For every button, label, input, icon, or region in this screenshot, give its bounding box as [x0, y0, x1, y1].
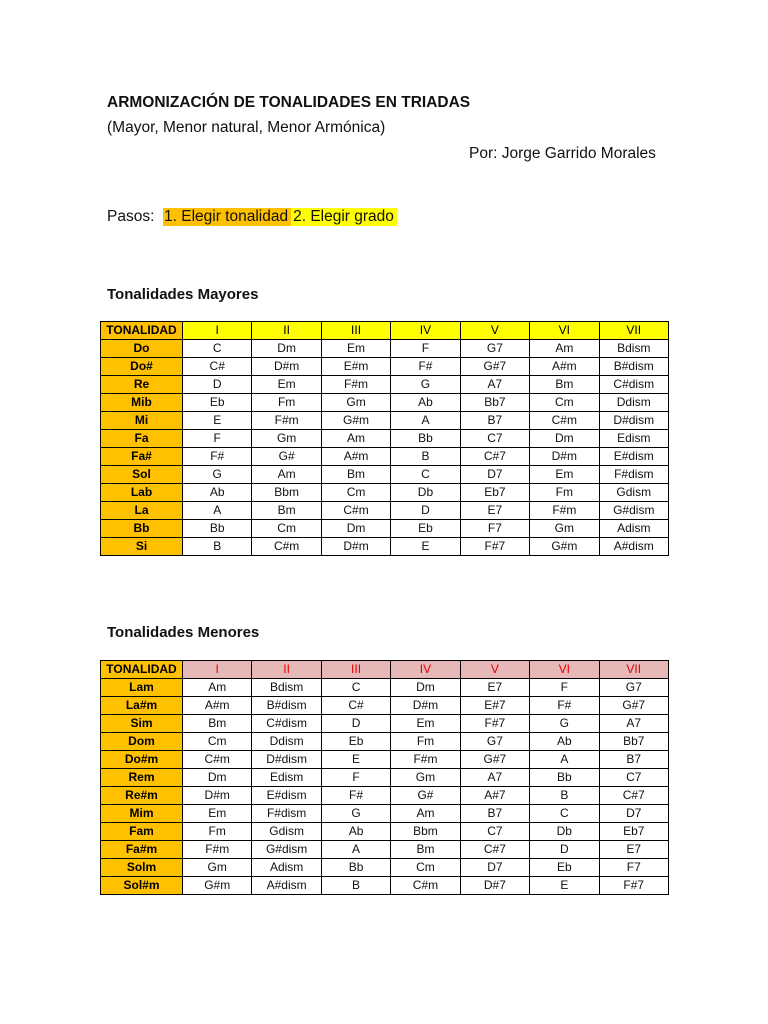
major-chord-cell: G [183, 466, 252, 484]
major-chord-cell: G#m [530, 538, 599, 556]
minor-chord-cell: C [321, 679, 390, 697]
major-chord-cell: Dm [321, 520, 390, 538]
major-table-row [101, 412, 669, 430]
major-header-degree: VII [599, 322, 668, 340]
major-chord-cell: Bbm [252, 484, 321, 502]
minor-chord-cell: B [321, 877, 390, 895]
minor-chord-cell: Adism [252, 859, 321, 877]
author-line: Por: Jorge Garrido Morales [469, 145, 656, 162]
major-key-cell: Lab [101, 484, 183, 502]
major-chord-cell: Eb [183, 394, 252, 412]
minor-table-row [101, 769, 669, 787]
major-chord-cell: F7 [460, 520, 529, 538]
major-chord-cell: E#dism [599, 448, 668, 466]
minor-chord-cell: B7 [460, 805, 529, 823]
minor-chord-cell: Bdism [252, 679, 321, 697]
major-chord-cell: Eb7 [460, 484, 529, 502]
minor-chord-cell: A7 [599, 715, 668, 733]
major-chord-cell: C#m [321, 502, 390, 520]
major-chord-cell: D#m [530, 448, 599, 466]
minor-key-cell: Sim [101, 715, 183, 733]
major-section-title: Tonalidades Mayores [107, 286, 259, 303]
minor-table-row [101, 787, 669, 805]
major-chord-cell: B [183, 538, 252, 556]
major-chord-cell: C7 [460, 430, 529, 448]
major-chord-cell: G [391, 376, 460, 394]
major-chord-cell: Ab [391, 394, 460, 412]
major-key-cell: La [101, 502, 183, 520]
minor-chord-cell: F# [530, 697, 599, 715]
major-table-row [101, 376, 669, 394]
major-chord-cell: C#m [252, 538, 321, 556]
minor-chord-cell: Ddism [252, 733, 321, 751]
minor-chord-cell: D#7 [460, 877, 529, 895]
major-chord-cell: C#dism [599, 376, 668, 394]
major-chord-cell: E#m [321, 358, 390, 376]
minor-table-row [101, 823, 669, 841]
major-chord-cell: E7 [460, 502, 529, 520]
major-chord-cell: F#7 [460, 538, 529, 556]
major-header-row [101, 322, 669, 340]
major-chord-cell: Cm [530, 394, 599, 412]
major-chord-cell: E [391, 538, 460, 556]
major-chord-cell: Cm [252, 520, 321, 538]
major-chord-cell: G#7 [460, 358, 529, 376]
major-table-row [101, 484, 669, 502]
minor-chord-cell: Bb [321, 859, 390, 877]
step-1-highlight: 1. Elegir tonalidad [163, 208, 291, 226]
major-chord-cell: Gm [252, 430, 321, 448]
major-table-row [101, 448, 669, 466]
minor-chord-cell: E#7 [460, 697, 529, 715]
minor-chord-cell: C [530, 805, 599, 823]
minor-chord-cell: G#7 [599, 697, 668, 715]
major-chord-cell: Ab [183, 484, 252, 502]
major-key-cell: Do# [101, 358, 183, 376]
major-header-degree: IV [391, 322, 460, 340]
major-chord-cell: Adism [599, 520, 668, 538]
major-table-row [101, 466, 669, 484]
minor-chord-cell: A#dism [252, 877, 321, 895]
major-chord-cell: D7 [460, 466, 529, 484]
minor-chord-cell: Bbm [391, 823, 460, 841]
minor-chord-cell: F#m [183, 841, 252, 859]
major-chord-cell: Bdism [599, 340, 668, 358]
major-chord-cell: A [183, 502, 252, 520]
minor-chord-cell: F#7 [460, 715, 529, 733]
major-chord-cell: Gm [530, 520, 599, 538]
minor-key-cell: Mim [101, 805, 183, 823]
minor-header-degree: II [252, 661, 321, 679]
major-chord-cell: A#dism [599, 538, 668, 556]
minor-chord-cell: Cm [391, 859, 460, 877]
major-header-degree: V [460, 322, 529, 340]
minor-header-degree: III [321, 661, 390, 679]
minor-chord-cell: Eb7 [599, 823, 668, 841]
minor-chord-cell: F#7 [599, 877, 668, 895]
minor-header-row [101, 661, 669, 679]
minor-chord-cell: G#dism [252, 841, 321, 859]
major-key-cell: Do [101, 340, 183, 358]
step-2-highlight: 2. Elegir grado [291, 208, 397, 226]
minor-chord-cell: E#dism [252, 787, 321, 805]
minor-chord-cell: Gdism [252, 823, 321, 841]
minor-chord-cell: A [530, 751, 599, 769]
minor-chord-cell: F#dism [252, 805, 321, 823]
major-chord-cell: B [391, 448, 460, 466]
major-key-cell: Fa# [101, 448, 183, 466]
major-header-key: TONALIDAD [101, 322, 183, 340]
major-chord-cell: G#m [321, 412, 390, 430]
major-chord-cell: F#m [530, 502, 599, 520]
minor-chord-cell: Cm [183, 733, 252, 751]
minor-chord-cell: D#dism [252, 751, 321, 769]
minor-key-cell: Rem [101, 769, 183, 787]
major-chord-cell: Bb [183, 520, 252, 538]
minor-chord-cell: D [530, 841, 599, 859]
major-key-cell: Mib [101, 394, 183, 412]
major-chord-cell: G# [252, 448, 321, 466]
major-chord-cell: Fm [530, 484, 599, 502]
major-key-cell: Sol [101, 466, 183, 484]
major-chord-cell: C [183, 340, 252, 358]
major-chord-cell: F#m [321, 376, 390, 394]
minor-chord-cell: A7 [460, 769, 529, 787]
major-chord-cell: Bm [252, 502, 321, 520]
minor-chord-cell: Bm [391, 841, 460, 859]
major-table-row [101, 538, 669, 556]
minor-table-row [101, 805, 669, 823]
major-chord-cell: Fm [252, 394, 321, 412]
major-chord-cell: A [391, 412, 460, 430]
major-header-degree: III [321, 322, 390, 340]
minor-chord-cell: Gm [183, 859, 252, 877]
major-chord-cell: Em [530, 466, 599, 484]
minor-chord-cell: Eb [530, 859, 599, 877]
major-chord-cell: Eb [391, 520, 460, 538]
major-chord-cell: C#7 [460, 448, 529, 466]
minor-chord-cell: C#dism [252, 715, 321, 733]
minor-key-cell: Re#m [101, 787, 183, 805]
major-chord-cell: D [183, 376, 252, 394]
minor-chord-cell: D#m [183, 787, 252, 805]
major-chord-cell: D#dism [599, 412, 668, 430]
minor-chord-cell: Db [530, 823, 599, 841]
minor-chord-cell: C#7 [460, 841, 529, 859]
major-table-row [101, 340, 669, 358]
major-chord-cell: Bm [321, 466, 390, 484]
minor-chord-cell: E [321, 751, 390, 769]
minor-header-degree: I [183, 661, 252, 679]
minor-section-title: Tonalidades Menores [107, 624, 260, 641]
major-header-degree: VI [530, 322, 599, 340]
major-chord-cell: A#m [530, 358, 599, 376]
minor-chord-cell: Dm [391, 679, 460, 697]
minor-chord-cell: C7 [599, 769, 668, 787]
minor-chord-cell: F [530, 679, 599, 697]
minor-chord-cell: F# [321, 787, 390, 805]
minor-chord-cell: Bm [183, 715, 252, 733]
major-chord-cell: Gm [321, 394, 390, 412]
minor-chord-cell: Ab [321, 823, 390, 841]
minor-chord-cell: G#7 [460, 751, 529, 769]
major-chord-cell: Em [321, 340, 390, 358]
minor-chord-cell: G [530, 715, 599, 733]
minor-chord-cell: G7 [599, 679, 668, 697]
major-key-cell: Bb [101, 520, 183, 538]
major-chord-cell: D [391, 502, 460, 520]
minor-table-row [101, 877, 669, 895]
major-table-row [101, 502, 669, 520]
minor-key-cell: La#m [101, 697, 183, 715]
document-title: ARMONIZACIÓN DE TONALIDADES EN TRIADAS [107, 94, 471, 111]
minor-table-row [101, 715, 669, 733]
major-key-cell: Mi [101, 412, 183, 430]
major-table-row [101, 394, 669, 412]
minor-chord-cell: Gm [391, 769, 460, 787]
major-chord-cell: Dm [252, 340, 321, 358]
minor-header-degree: VII [599, 661, 668, 679]
minor-chord-cell: G7 [460, 733, 529, 751]
minor-chord-cell: G# [391, 787, 460, 805]
major-key-cell: Fa [101, 430, 183, 448]
minor-chord-cell: Edism [252, 769, 321, 787]
minor-chord-cell: F#m [391, 751, 460, 769]
major-chord-cell: Cm [321, 484, 390, 502]
minor-key-cell: Sol#m [101, 877, 183, 895]
major-chord-cell: Bm [530, 376, 599, 394]
minor-chord-cell: A [321, 841, 390, 859]
minor-chord-cell: C#m [183, 751, 252, 769]
major-chord-cell: Em [252, 376, 321, 394]
minor-chord-cell: A#7 [460, 787, 529, 805]
minor-table-row [101, 859, 669, 877]
minor-header-degree: IV [391, 661, 460, 679]
document-subtitle: (Mayor, Menor natural, Menor Armónica) [107, 119, 386, 136]
major-chord-cell: G7 [460, 340, 529, 358]
major-chord-cell: E [183, 412, 252, 430]
minor-chord-cell: Em [391, 715, 460, 733]
minor-chord-cell: D#m [391, 697, 460, 715]
major-chord-cell: A7 [460, 376, 529, 394]
major-chord-cell: C#m [530, 412, 599, 430]
minor-chord-cell: D [321, 715, 390, 733]
major-chord-cell: C# [183, 358, 252, 376]
minor-chord-cell: G [321, 805, 390, 823]
steps-line [107, 208, 397, 226]
minor-chord-cell: Fm [183, 823, 252, 841]
minor-chord-cell: Am [183, 679, 252, 697]
major-chord-cell: C [391, 466, 460, 484]
minor-chord-cell: D7 [460, 859, 529, 877]
steps-label: Pasos: [107, 208, 155, 225]
major-header-degree: I [183, 322, 252, 340]
minor-chord-cell: Dm [183, 769, 252, 787]
major-chord-cell: Am [321, 430, 390, 448]
major-chord-cell: Gdism [599, 484, 668, 502]
minor-key-cell: Lam [101, 679, 183, 697]
minor-chord-cell: Fm [391, 733, 460, 751]
minor-chord-cell: C#m [391, 877, 460, 895]
minor-table-row [101, 679, 669, 697]
minor-chord-cell: F7 [599, 859, 668, 877]
minor-chord-cell: D7 [599, 805, 668, 823]
minor-table-row [101, 751, 669, 769]
minor-table-row [101, 733, 669, 751]
major-chord-cell: F#m [252, 412, 321, 430]
minor-chord-cell: Em [183, 805, 252, 823]
major-chord-cell: Ddism [599, 394, 668, 412]
major-header-degree: II [252, 322, 321, 340]
major-chord-cell: Dm [530, 430, 599, 448]
major-chord-cell: F#dism [599, 466, 668, 484]
major-chord-cell: B7 [460, 412, 529, 430]
major-chord-cell: F [391, 340, 460, 358]
minor-chord-cell: G#m [183, 877, 252, 895]
minor-header-degree: VI [530, 661, 599, 679]
major-chord-cell: F# [183, 448, 252, 466]
major-chord-cell: Db [391, 484, 460, 502]
minor-header-degree: V [460, 661, 529, 679]
minor-key-cell: Fam [101, 823, 183, 841]
major-chord-cell: G#dism [599, 502, 668, 520]
minor-chord-cell: C7 [460, 823, 529, 841]
minor-chord-cell: B [530, 787, 599, 805]
minor-chord-cell: E7 [460, 679, 529, 697]
major-chord-cell: Edism [599, 430, 668, 448]
major-chord-cell: Bb [391, 430, 460, 448]
minor-chord-cell: C# [321, 697, 390, 715]
minor-chord-cell: Ab [530, 733, 599, 751]
minor-chord-cell: F [321, 769, 390, 787]
minor-chord-cell: B7 [599, 751, 668, 769]
minor-header-key: TONALIDAD [101, 661, 183, 679]
major-table-row [101, 520, 669, 538]
minor-chord-cell: Am [391, 805, 460, 823]
major-keys-table [100, 321, 669, 556]
minor-chord-cell: E [530, 877, 599, 895]
minor-chord-cell: Bb [530, 769, 599, 787]
minor-chord-cell: Bb7 [599, 733, 668, 751]
minor-key-cell: Dom [101, 733, 183, 751]
minor-key-cell: Fa#m [101, 841, 183, 859]
minor-table-row [101, 697, 669, 715]
minor-key-cell: Do#m [101, 751, 183, 769]
major-chord-cell: F# [391, 358, 460, 376]
major-table-row [101, 358, 669, 376]
minor-key-cell: Solm [101, 859, 183, 877]
major-chord-cell: B#dism [599, 358, 668, 376]
minor-chord-cell: A#m [183, 697, 252, 715]
major-table-row [101, 430, 669, 448]
major-chord-cell: Bb7 [460, 394, 529, 412]
minor-chord-cell: B#dism [252, 697, 321, 715]
major-key-cell: Si [101, 538, 183, 556]
major-key-cell: Re [101, 376, 183, 394]
major-chord-cell: F [183, 430, 252, 448]
major-chord-cell: D#m [321, 538, 390, 556]
major-chord-cell: D#m [252, 358, 321, 376]
major-chord-cell: A#m [321, 448, 390, 466]
minor-table-row [101, 841, 669, 859]
minor-chord-cell: C#7 [599, 787, 668, 805]
minor-keys-table [100, 660, 669, 895]
minor-chord-cell: E7 [599, 841, 668, 859]
minor-chord-cell: Eb [321, 733, 390, 751]
major-chord-cell: Am [252, 466, 321, 484]
major-chord-cell: Am [530, 340, 599, 358]
